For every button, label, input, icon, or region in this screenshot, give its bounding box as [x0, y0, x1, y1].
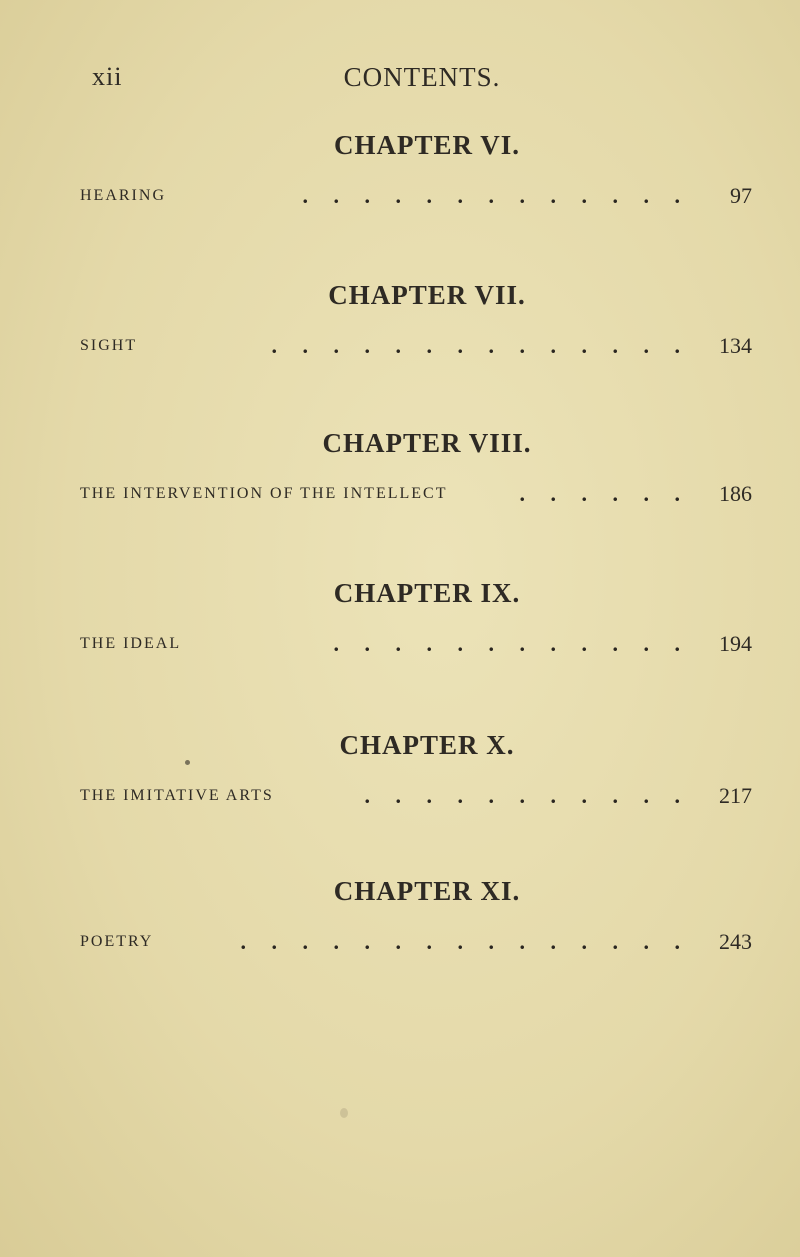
dot-leaders: . . . . . . . . . . . .	[333, 631, 690, 656]
paper-speck	[185, 760, 190, 765]
toc-entry	[80, 181, 752, 211]
dot-leaders: . . . . . .	[519, 481, 690, 506]
entry-page-number: 97	[730, 183, 752, 208]
dot-leaders: . . . . . . . . . . . . . .	[271, 333, 690, 358]
entry-title: HEARING	[80, 187, 166, 204]
entry-page-number: 134	[719, 333, 752, 358]
chapter-heading: CHAPTER VI.	[333, 130, 521, 160]
dot-leaders: . . . . . . . . . . .	[364, 783, 690, 808]
running-title: CONTENTS.	[343, 62, 501, 92]
toc-entry	[80, 479, 752, 509]
entry-title: SIGHT	[80, 337, 138, 354]
chapter-heading: CHAPTER X.	[339, 730, 515, 760]
entry-title: THE IDEAL	[80, 635, 182, 652]
chapter-ix-block	[80, 576, 752, 659]
chapter-vi-block	[80, 128, 752, 211]
chapter-x-block	[80, 728, 752, 811]
entry-title: THE INTERVENTION OF THE INTELLECT	[80, 485, 448, 502]
entry-title: POETRY	[80, 933, 154, 950]
paper-stain	[340, 1108, 348, 1118]
chapter-xi-block	[80, 874, 752, 957]
toc-entry	[80, 927, 752, 957]
running-head	[92, 62, 712, 98]
dot-leaders: . . . . . . . . . . . . .	[302, 183, 690, 208]
entry-page-number: 186	[719, 481, 752, 506]
entry-page-number: 243	[719, 929, 752, 954]
chapter-viii-block	[80, 426, 752, 509]
chapter-vii-block	[80, 278, 752, 361]
chapter-heading: CHAPTER XI.	[333, 876, 521, 906]
entry-page-number: 194	[719, 631, 752, 656]
toc-entry	[80, 629, 752, 659]
dot-leaders: . . . . . . . . . . . . . . .	[240, 929, 690, 954]
chapter-heading: CHAPTER VII.	[328, 280, 526, 310]
entry-title: THE IMITATIVE ARTS	[80, 787, 274, 804]
entry-page-number: 217	[719, 783, 752, 808]
chapter-heading: CHAPTER IX.	[333, 578, 521, 608]
toc-entry	[80, 331, 752, 361]
page-number: xii	[92, 62, 123, 91]
chapter-heading: CHAPTER VIII.	[322, 428, 532, 458]
toc-entry	[80, 781, 752, 811]
